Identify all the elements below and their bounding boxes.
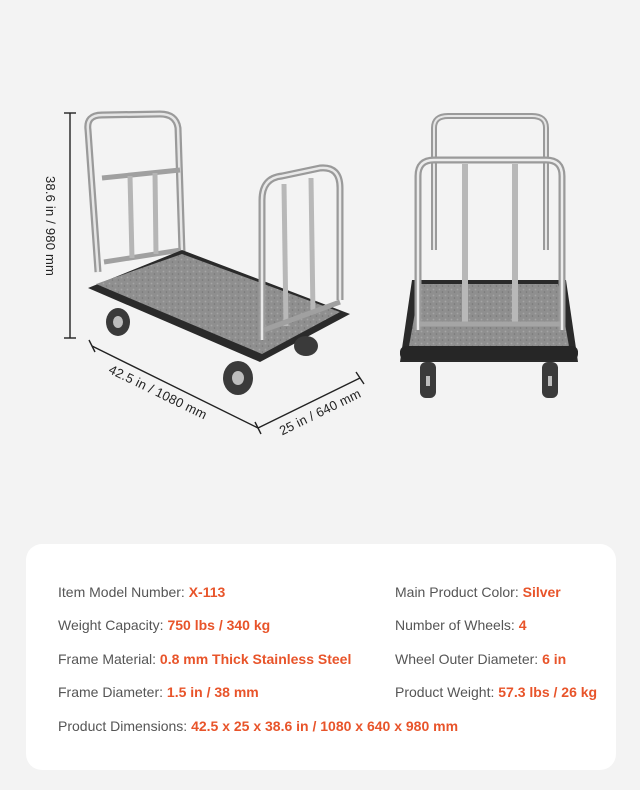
spec-wheel-diameter (395, 651, 566, 667)
spec-color (395, 584, 561, 600)
height-dimension-label: 38.6 in / 980 mm (43, 175, 58, 277)
spec-frame-diameter-value: 1.5 in / 38 mm (166, 684, 259, 700)
spec-material (58, 651, 351, 667)
spec-material-value: 0.8 mm Thick Stainless Steel (159, 651, 352, 667)
spec-frame-diameter (58, 684, 259, 700)
cart-angled-view (88, 114, 350, 395)
spec-capacity (58, 617, 270, 633)
cart-front-view (400, 116, 578, 398)
spec-wheel-diameter-value: 6 in (542, 651, 567, 667)
spec-material-label: Frame Material: (58, 651, 160, 667)
spec-capacity-value: 750 lbs / 340 kg (167, 617, 271, 633)
length-dimension-label: 42.5 in / 1080 mm (106, 361, 210, 423)
spec-capacity-label: Weight Capacity: (58, 617, 168, 633)
spec-model-value: X-113 (188, 584, 226, 600)
spec-color-label: Main Product Color: (395, 584, 523, 600)
spec-weight-value: 57.3 lbs / 26 kg (498, 684, 598, 700)
spec-model (58, 584, 225, 600)
spec-color-value: Silver (522, 584, 561, 600)
spec-wheels-value: 4 (518, 617, 527, 633)
spec-dimensions (58, 718, 458, 734)
spec-frame-diameter-label: Frame Diameter: (58, 684, 167, 700)
width-dimension-label: 25 in / 640 mm (276, 385, 364, 439)
spec-model-label: Item Model Number: (58, 584, 189, 600)
spec-dimensions-value: 42.5 x 25 x 38.6 in / 1080 x 640 x 980 mm (191, 718, 459, 734)
spec-dimensions-label: Product Dimensions: (58, 718, 192, 734)
spec-wheel-diameter-label: Wheel Outer Diameter: (395, 651, 543, 667)
spec-wheels (395, 617, 527, 633)
spec-weight-label: Product Weight: (395, 684, 499, 700)
spec-weight (395, 684, 597, 700)
spec-wheels-label: Number of Wheels: (395, 617, 519, 633)
